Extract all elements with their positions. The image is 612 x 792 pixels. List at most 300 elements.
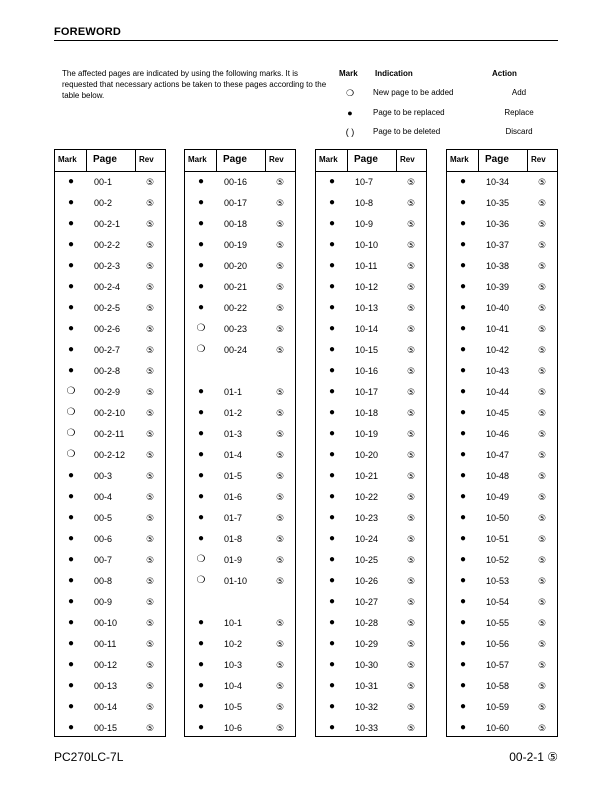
- page-list-table-1: [54, 149, 166, 737]
- row-rev: ⑤: [537, 345, 547, 355]
- row-rev: ⑤: [275, 282, 285, 292]
- row-rev: ⑤: [275, 450, 285, 460]
- row-mark: ●: [328, 638, 336, 649]
- table-row: [447, 196, 557, 210]
- row-rev: ⑤: [537, 681, 547, 691]
- row-page: 10-49: [486, 492, 510, 502]
- table-row: [316, 385, 426, 399]
- row-mark: ●: [459, 701, 467, 712]
- row-page: 10-4: [224, 681, 243, 691]
- table-row: [55, 700, 165, 714]
- row-page: 10-59: [486, 702, 510, 712]
- table-row: [447, 280, 557, 294]
- row-page: 10-43: [486, 366, 510, 376]
- row-page: 10-41: [486, 324, 510, 334]
- row-mark: ●: [328, 428, 336, 439]
- table-row: [316, 448, 426, 462]
- page-list-table-2: [184, 149, 296, 737]
- row-rev: ⑤: [275, 681, 285, 691]
- row-page: 00-2-8: [94, 366, 121, 376]
- legend-indication: Page to be replaced: [373, 108, 445, 117]
- column-divider: [135, 150, 136, 171]
- row-mark: ●: [459, 470, 467, 481]
- row-page: 10-55: [486, 618, 510, 628]
- row-rev: ⑤: [145, 639, 155, 649]
- row-rev: ⑤: [537, 219, 547, 229]
- row-mark: ●: [197, 680, 205, 691]
- row-rev: ⑤: [537, 198, 547, 208]
- table-row: [447, 385, 557, 399]
- row-rev: ⑤: [275, 723, 285, 733]
- row-page: 01-9: [224, 555, 243, 565]
- column-divider: [86, 150, 87, 171]
- row-rev: ⑤: [145, 429, 155, 439]
- row-mark: ●: [328, 344, 336, 355]
- row-rev: ⑤: [537, 534, 547, 544]
- row-page: 10-50: [486, 513, 510, 523]
- row-mark: ●: [67, 722, 75, 733]
- column-header-mark: Mark: [188, 155, 207, 164]
- row-rev: ⑤: [275, 513, 285, 523]
- row-rev: ⑤: [145, 177, 155, 187]
- table-row: [185, 406, 295, 420]
- table-row: [55, 616, 165, 630]
- row-page: 10-48: [486, 471, 510, 481]
- row-rev: ⑤: [275, 261, 285, 271]
- table-row: [185, 196, 295, 210]
- row-mark: ●: [197, 239, 205, 250]
- row-page: 00-20: [224, 261, 248, 271]
- row-page: 10-13: [355, 303, 379, 313]
- row-page: 10-52: [486, 555, 510, 565]
- row-page: 10-31: [355, 681, 379, 691]
- table-row: [316, 175, 426, 189]
- row-page: 10-30: [355, 660, 379, 670]
- table-row: [316, 574, 426, 588]
- row-rev: ⑤: [406, 324, 416, 334]
- table-header: [316, 150, 426, 172]
- row-mark: ●: [197, 428, 205, 439]
- table-row: [55, 175, 165, 189]
- legend-action: Replace: [504, 108, 534, 117]
- table-body: [316, 172, 426, 738]
- table-row: [55, 490, 165, 504]
- table-row: [447, 595, 557, 609]
- page-title: FOREWORD: [54, 26, 558, 41]
- table-row: [447, 364, 557, 378]
- table-row: [185, 448, 295, 462]
- table-row: [185, 721, 295, 735]
- row-rev: ⑤: [537, 303, 547, 313]
- table-row: [185, 343, 295, 357]
- row-page: 10-53: [486, 576, 510, 586]
- row-mark: ●: [67, 575, 75, 586]
- row-mark: ❍: [66, 428, 76, 439]
- row-page: 10-35: [486, 198, 510, 208]
- row-page: 01-6: [224, 492, 243, 502]
- table-row: [55, 448, 165, 462]
- row-page: 00-2-4: [94, 282, 121, 292]
- row-page: 10-18: [355, 408, 379, 418]
- row-page: 00-17: [224, 198, 248, 208]
- row-mark: ●: [197, 218, 205, 229]
- table-row: [316, 679, 426, 693]
- row-mark: ●: [328, 449, 336, 460]
- row-mark: ●: [67, 491, 75, 502]
- row-page: 10-9: [355, 219, 374, 229]
- legend-header-mark: Mark: [339, 69, 358, 78]
- table-row: [55, 280, 165, 294]
- table-row: [55, 322, 165, 336]
- row-page: 10-29: [355, 639, 379, 649]
- row-rev: ⑤: [145, 492, 155, 502]
- table-row: [316, 721, 426, 735]
- table-row: [185, 280, 295, 294]
- row-rev: ⑤: [406, 408, 416, 418]
- legend-indication: Page to be deleted: [373, 127, 441, 136]
- row-rev: ⑤: [275, 429, 285, 439]
- table-row: [55, 574, 165, 588]
- row-rev: ⑤: [537, 324, 547, 334]
- row-mark: ●: [328, 596, 336, 607]
- row-page: 10-6: [224, 723, 243, 733]
- table-row: [316, 511, 426, 525]
- row-rev: ⑤: [145, 303, 155, 313]
- table-row: [185, 637, 295, 651]
- row-mark: ●: [459, 617, 467, 628]
- table-row: [55, 217, 165, 231]
- table-row: [447, 238, 557, 252]
- row-mark: ●: [328, 386, 336, 397]
- row-mark: ●: [67, 659, 75, 670]
- row-rev: ⑤: [145, 198, 155, 208]
- column-divider: [347, 150, 348, 171]
- row-rev: ⑤: [537, 702, 547, 712]
- row-mark: ●: [459, 218, 467, 229]
- row-rev: ⑤: [275, 324, 285, 334]
- row-page: 10-2: [224, 639, 243, 649]
- row-rev: ⑤: [537, 492, 547, 502]
- row-rev: ⑤: [406, 345, 416, 355]
- column-header-rev: Rev: [139, 155, 154, 164]
- row-mark: ●: [197, 449, 205, 460]
- row-page: 10-3: [224, 660, 243, 670]
- row-page: 10-36: [486, 219, 510, 229]
- row-mark: ●: [197, 386, 205, 397]
- row-page: 00-3: [94, 471, 113, 481]
- row-rev: ⑤: [406, 513, 416, 523]
- legend-indication: New page to be added: [373, 88, 454, 97]
- row-rev: ⑤: [275, 177, 285, 187]
- row-mark: ●: [459, 554, 467, 565]
- table-row: [316, 553, 426, 567]
- row-mark: ●: [328, 491, 336, 502]
- table-row: [447, 511, 557, 525]
- table-row: [316, 406, 426, 420]
- row-page: 00-2-10: [94, 408, 126, 418]
- row-mark: ●: [328, 701, 336, 712]
- table-row: [316, 700, 426, 714]
- table-row: [55, 553, 165, 567]
- row-page: 00-19: [224, 240, 248, 250]
- row-page: 01-7: [224, 513, 243, 523]
- row-page: 01-10: [224, 576, 248, 586]
- row-mark: ●: [67, 596, 75, 607]
- row-mark: ●: [67, 344, 75, 355]
- row-mark: ❍: [196, 575, 206, 586]
- row-mark: ●: [328, 365, 336, 376]
- row-rev: ⑤: [275, 492, 285, 502]
- table-row: [316, 196, 426, 210]
- table-row: [185, 553, 295, 567]
- row-mark: ●: [328, 302, 336, 313]
- row-rev: ⑤: [537, 282, 547, 292]
- row-mark: ●: [67, 533, 75, 544]
- table-row: [447, 448, 557, 462]
- row-rev: ⑤: [145, 408, 155, 418]
- legend-mark: ●: [347, 108, 353, 118]
- row-page: 10-19: [355, 429, 379, 439]
- row-mark: ●: [328, 554, 336, 565]
- row-mark: ●: [459, 428, 467, 439]
- row-mark: ●: [459, 386, 467, 397]
- row-mark: ●: [328, 722, 336, 733]
- row-page: 00-15: [94, 723, 118, 733]
- row-mark: ●: [328, 680, 336, 691]
- row-rev: ⑤: [145, 471, 155, 481]
- row-rev: ⑤: [406, 660, 416, 670]
- row-page: 10-28: [355, 618, 379, 628]
- table-row: [185, 385, 295, 399]
- row-rev: ⑤: [406, 240, 416, 250]
- row-rev: ⑤: [406, 492, 416, 502]
- row-mark: ●: [328, 281, 336, 292]
- row-mark: ●: [459, 323, 467, 334]
- row-mark: ●: [459, 260, 467, 271]
- row-rev: ⑤: [537, 723, 547, 733]
- row-mark: ●: [197, 176, 205, 187]
- row-rev: ⑤: [537, 471, 547, 481]
- row-page: 00-2-7: [94, 345, 121, 355]
- row-page: 10-21: [355, 471, 379, 481]
- table-row: [447, 259, 557, 273]
- legend-mark: ( ): [345, 127, 355, 137]
- row-mark: ●: [328, 218, 336, 229]
- table-row: [55, 721, 165, 735]
- column-header-rev: Rev: [400, 155, 415, 164]
- row-mark: ●: [459, 491, 467, 502]
- table-row: [185, 679, 295, 693]
- legend-header-indication: Indication: [375, 69, 413, 78]
- table-row: [447, 616, 557, 630]
- table-row: [185, 574, 295, 588]
- table-row: [185, 175, 295, 189]
- row-rev: ⑤: [406, 681, 416, 691]
- row-mark: ●: [197, 197, 205, 208]
- table-row: [447, 469, 557, 483]
- row-page: 01-4: [224, 450, 243, 460]
- table-row: [185, 322, 295, 336]
- row-page: 01-3: [224, 429, 243, 439]
- row-rev: ⑤: [537, 618, 547, 628]
- table-row: [55, 595, 165, 609]
- row-mark: ●: [67, 701, 75, 712]
- row-rev: ⑤: [145, 387, 155, 397]
- table-row: [447, 721, 557, 735]
- row-rev: ⑤: [145, 702, 155, 712]
- row-mark: ●: [459, 239, 467, 250]
- row-mark: ❍: [66, 407, 76, 418]
- row-page: 10-10: [355, 240, 379, 250]
- table-row: [185, 427, 295, 441]
- table-row: [55, 469, 165, 483]
- row-rev: ⑤: [145, 366, 155, 376]
- row-mark: ●: [67, 218, 75, 229]
- row-page: 10-1: [224, 618, 243, 628]
- row-page: 00-8: [94, 576, 113, 586]
- table-header: [55, 150, 165, 172]
- table-row: [185, 616, 295, 630]
- row-page: 00-2-5: [94, 303, 121, 313]
- row-page: 10-12: [355, 282, 379, 292]
- row-page: 10-7: [355, 177, 374, 187]
- table-row: [185, 511, 295, 525]
- row-rev: ⑤: [275, 702, 285, 712]
- row-page: 10-60: [486, 723, 510, 733]
- row-mark: ●: [197, 533, 205, 544]
- row-mark: ●: [328, 260, 336, 271]
- row-rev: ⑤: [275, 240, 285, 250]
- row-rev: ⑤: [145, 555, 155, 565]
- table-row: [316, 637, 426, 651]
- row-rev: ⑤: [145, 534, 155, 544]
- row-page: 10-22: [355, 492, 379, 502]
- column-header-rev: Rev: [531, 155, 546, 164]
- legend-mark: ❍: [345, 88, 355, 98]
- column-header-page: Page: [485, 154, 509, 165]
- row-page: 01-1: [224, 387, 243, 397]
- table-row: [185, 490, 295, 504]
- table-row: [55, 259, 165, 273]
- table-row: [316, 259, 426, 273]
- row-mark: ●: [459, 533, 467, 544]
- table-row: [316, 532, 426, 546]
- table-row: [447, 679, 557, 693]
- row-rev: ⑤: [406, 303, 416, 313]
- row-rev: ⑤: [145, 681, 155, 691]
- table-row: [316, 469, 426, 483]
- row-page: 10-32: [355, 702, 379, 712]
- row-rev: ⑤: [275, 219, 285, 229]
- row-rev: ⑤: [275, 639, 285, 649]
- row-mark: ●: [67, 680, 75, 691]
- row-mark: ●: [67, 260, 75, 271]
- row-rev: ⑤: [275, 198, 285, 208]
- table-row: [447, 175, 557, 189]
- row-mark: ●: [328, 617, 336, 628]
- row-page: 00-24: [224, 345, 248, 355]
- row-rev: ⑤: [406, 555, 416, 565]
- table-body: [185, 172, 295, 738]
- column-divider: [216, 150, 217, 171]
- row-page: 00-2: [94, 198, 113, 208]
- row-rev: ⑤: [406, 282, 416, 292]
- row-page: 00-23: [224, 324, 248, 334]
- table-row: [447, 574, 557, 588]
- table-row: [447, 637, 557, 651]
- row-rev: ⑤: [406, 261, 416, 271]
- row-mark: ●: [459, 449, 467, 460]
- table-row: [185, 700, 295, 714]
- row-rev: ⑤: [145, 618, 155, 628]
- row-rev: ⑤: [275, 660, 285, 670]
- row-rev: ⑤: [406, 534, 416, 544]
- row-mark: ●: [328, 533, 336, 544]
- row-rev: ⑤: [406, 618, 416, 628]
- table-row: [316, 301, 426, 315]
- table-row: [55, 679, 165, 693]
- intro-paragraph: The affected pages are indicated by using the following marks. It is requested that necessary actions be taken to these pages according to the table below.: [62, 69, 327, 100]
- row-rev: ⑤: [145, 345, 155, 355]
- table-row: [316, 238, 426, 252]
- row-page: 10-27: [355, 597, 379, 607]
- row-page: 00-2-12: [94, 450, 126, 460]
- row-page: 00-18: [224, 219, 248, 229]
- row-rev: ⑤: [406, 387, 416, 397]
- row-mark: ●: [459, 302, 467, 313]
- column-header-mark: Mark: [58, 155, 77, 164]
- row-mark: ●: [197, 260, 205, 271]
- row-page: 01-8: [224, 534, 243, 544]
- row-rev: ⑤: [145, 219, 155, 229]
- row-mark: ●: [328, 659, 336, 670]
- row-rev: ⑤: [537, 408, 547, 418]
- row-rev: ⑤: [406, 450, 416, 460]
- row-rev: ⑤: [275, 387, 285, 397]
- table-row: [316, 616, 426, 630]
- row-rev: ⑤: [275, 303, 285, 313]
- table-row: [316, 658, 426, 672]
- table-row: [447, 406, 557, 420]
- row-mark: ●: [459, 281, 467, 292]
- row-page: 10-47: [486, 450, 510, 460]
- column-divider: [527, 150, 528, 171]
- table-row: [447, 301, 557, 315]
- row-page: 00-2-11: [94, 429, 125, 439]
- row-rev: ⑤: [275, 408, 285, 418]
- row-mark: ●: [328, 323, 336, 334]
- row-mark: ●: [67, 281, 75, 292]
- row-mark: ●: [459, 638, 467, 649]
- row-rev: ⑤: [275, 576, 285, 586]
- row-page: 10-23: [355, 513, 379, 523]
- table-row: [447, 553, 557, 567]
- table-row: [447, 322, 557, 336]
- row-rev: ⑤: [145, 261, 155, 271]
- table-row: [55, 343, 165, 357]
- legend-header-action: Action: [492, 69, 517, 78]
- table-row: [316, 427, 426, 441]
- row-page: 00-10: [94, 618, 118, 628]
- row-mark: ❍: [66, 449, 76, 460]
- row-mark: ●: [459, 407, 467, 418]
- table-body: [447, 172, 557, 738]
- row-rev: ⑤: [145, 576, 155, 586]
- row-mark: ●: [459, 596, 467, 607]
- row-mark: ●: [197, 302, 205, 313]
- row-page: 10-38: [486, 261, 510, 271]
- row-rev: ⑤: [145, 240, 155, 250]
